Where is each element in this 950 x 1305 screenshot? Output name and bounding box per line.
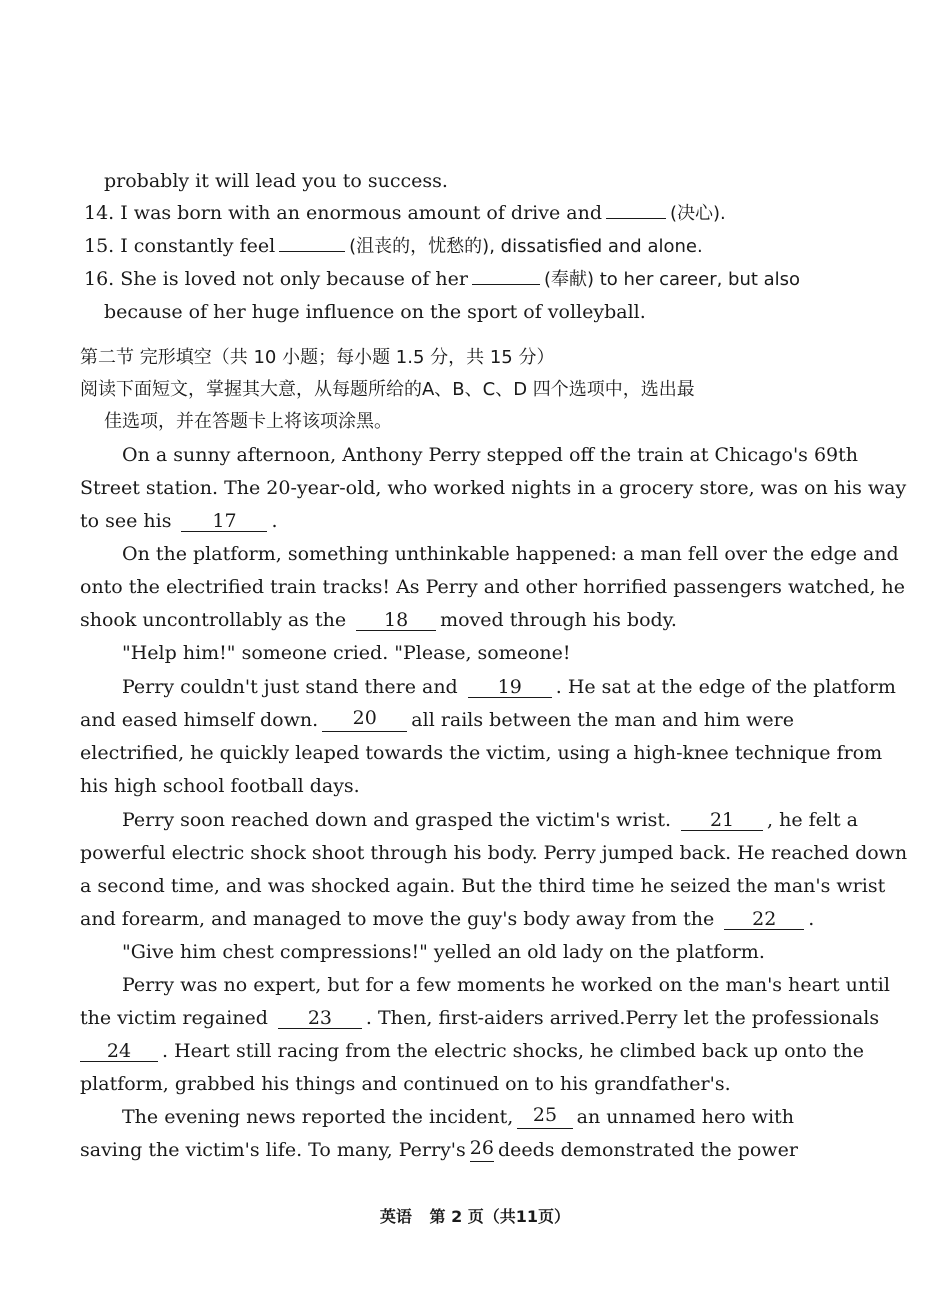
text: moved through his body. xyxy=(440,609,677,631)
text: to see his xyxy=(80,510,172,532)
passage-line xyxy=(122,808,858,832)
text: The evening news reported the incident, xyxy=(122,1106,514,1128)
blank-23[interactable]: 23 xyxy=(278,1008,362,1029)
passage-line: his high school football days. xyxy=(80,775,360,797)
passage-line xyxy=(122,675,896,699)
question-15 xyxy=(84,234,703,259)
text: all rails between the man and him were xyxy=(411,709,794,731)
passage-line: and forearm, and managed to move the guy's body away from the 22 . xyxy=(80,908,815,930)
section-instructions: 阅读下面短文，掌握其大意，从每题所给的A、B、C、D 四个选项中，选出最 xyxy=(80,379,695,400)
answer-blank[interactable] xyxy=(279,251,345,252)
answer-blank[interactable] xyxy=(472,284,540,285)
text: Perry couldn't just stand there and xyxy=(122,676,458,698)
blank-20[interactable]: 20 xyxy=(322,708,407,732)
question-text: 14. I was born with an enormous amount of drive and xyxy=(84,202,602,224)
page-footer xyxy=(0,1204,950,1227)
passage-line xyxy=(80,708,794,732)
passage-line: powerful electric shock shoot through his body. Perry jumped back. He reached down xyxy=(80,842,908,864)
section-instructions: 佳选项，并在答题卡上将该项涂黑。 xyxy=(104,411,392,432)
text-line xyxy=(104,169,448,193)
passage-line xyxy=(80,1006,879,1030)
text: probably it will lead you to success. xyxy=(104,170,448,192)
text: saving the victim's life. To many, Perry's xyxy=(80,1139,466,1161)
passage-line: On a sunny afternoon, Anthony Perry stepped off the train at Chicago's 69th xyxy=(122,444,859,466)
text: shook uncontrollably as the xyxy=(80,609,347,631)
text: . Heart still racing from the electric shocks, he climbed back up onto the xyxy=(162,1040,865,1062)
question-text: 16. She is loved not only because of her xyxy=(84,268,468,290)
blank-21[interactable]: 21 xyxy=(681,810,763,831)
passage-line: On the platform, something unthinkable happened: a man fell over the edge and xyxy=(122,543,899,565)
passage-line: to see his 17 . xyxy=(80,510,278,532)
passage-line: platform, grabbed his things and continued on to his grandfather's. xyxy=(80,1073,731,1095)
passage-line xyxy=(80,1039,864,1063)
page-number: 第 2 页（共11页） xyxy=(429,1207,571,1226)
question-16 xyxy=(84,267,800,292)
text: deeds demonstrated the power xyxy=(497,1139,798,1161)
blank-18[interactable]: 18 xyxy=(356,610,436,631)
question-hint: (决心). xyxy=(670,203,726,224)
text: an unnamed hero with xyxy=(576,1106,794,1128)
question-text: 15. I constantly feel xyxy=(84,235,276,257)
text: because of her huge influence on the sport of volleyball. xyxy=(104,301,646,323)
answer-blank[interactable] xyxy=(606,218,666,219)
blank-26[interactable]: 26 xyxy=(470,1138,494,1162)
passage-line: a second time, and was shocked again. But the third time he seized the man's wrist xyxy=(80,875,886,897)
blank-24[interactable]: 24 xyxy=(80,1041,158,1062)
blank-17[interactable]: 17 xyxy=(181,511,267,532)
section-title: 第二节 完形填空（共 10 小题；每小题 1.5 分，共 15 分） xyxy=(80,347,555,368)
question-14 xyxy=(84,201,726,226)
text: . He sat at the edge of the platform xyxy=(555,676,896,698)
question-hint: (沮丧的，忧愁的), dissatisfied and alone. xyxy=(349,236,703,257)
text: Perry soon reached down and grasped the victim's wrist. xyxy=(122,809,672,831)
passage-line xyxy=(122,1105,794,1129)
passage-line: "Give him chest compressions!" yelled an old lady on the platform. xyxy=(122,941,765,963)
text: . Then, first-aiders arrived.Perry let the professionals xyxy=(365,1007,880,1029)
passage-line: onto the electrified train tracks! As Perry and other horrified passengers watched, he xyxy=(80,576,906,598)
blank-19[interactable]: 19 xyxy=(468,677,552,698)
text-line xyxy=(104,300,646,324)
passage-line: electrified, he quickly leaped towards the victim, using a high-knee technique from xyxy=(80,742,883,764)
passage-line: "Help him!" someone cried. "Please, someone! xyxy=(122,642,571,664)
passage-line: Perry was no expert, but for a few moments he worked on the man's heart until xyxy=(122,974,890,996)
blank-25[interactable]: 25 xyxy=(517,1105,572,1129)
passage-line xyxy=(80,608,677,632)
passage-line xyxy=(80,1137,798,1162)
footer-subject: 英语 xyxy=(379,1207,412,1226)
text: and forearm, and managed to move the guy's body away from the xyxy=(80,908,715,930)
blank-22[interactable]: 22 xyxy=(724,909,804,930)
text: and eased himself down. xyxy=(80,709,319,731)
passage-line: Street station. The 20-year-old, who worked nights in a grocery store, was on his way xyxy=(80,477,907,499)
text: , he felt a xyxy=(767,809,859,831)
text: the victim regained xyxy=(80,1007,268,1029)
question-hint: (奉献) to her career, but also xyxy=(543,269,801,290)
